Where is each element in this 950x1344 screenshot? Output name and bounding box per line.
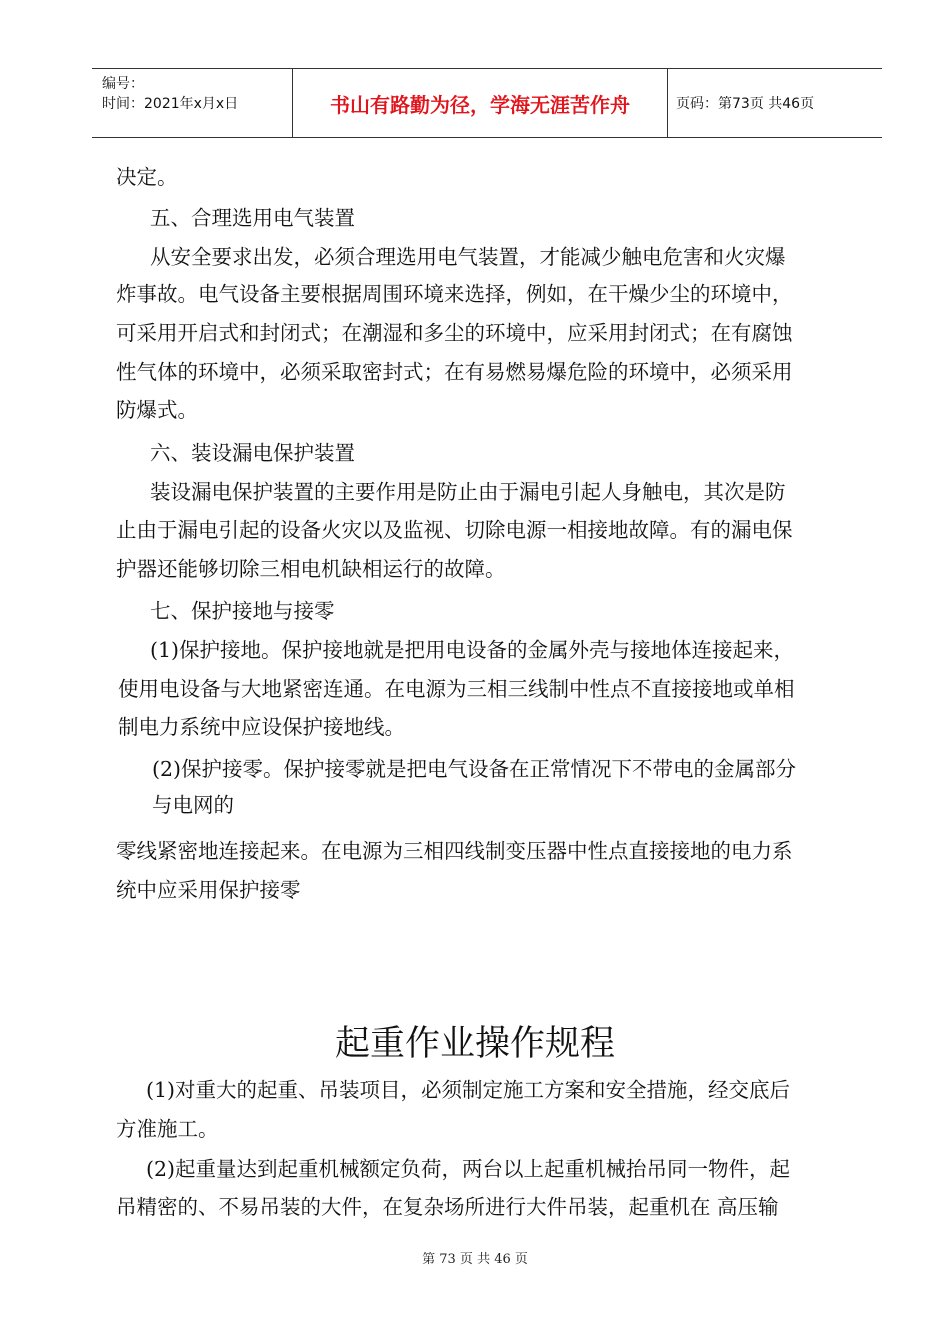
section-heading: 七、保护接地与接零 <box>150 599 335 623</box>
header-meta <box>92 69 292 137</box>
header-motto-cell <box>292 69 668 137</box>
body-line: 方准施工。 <box>116 1117 219 1141</box>
doc-time-label: 时间：2021年x月x日 <box>102 96 239 112</box>
body-line: (1)保护接地。保护接地就是把用电设备的金属外壳与接地体连接起来， <box>150 638 795 662</box>
body-line: 止由于漏电引起的设备火灾以及监视、切除电源一相接地故障。有的漏电保 <box>116 518 793 542</box>
body-line: 使用电设备与大地紧密连通。在电源为三相三线制中性点不直接接地或单相 <box>118 677 795 701</box>
body-line: 炸事故。电气设备主要根据周围环境来选择，例如，在干燥少尘的环境中， <box>116 282 793 306</box>
body-line: (2)保护接零。保护接零就是把电气设备在正常情况下不带电的金属部分 <box>152 757 797 781</box>
body-line: 统中应采用保护接零 <box>116 878 301 902</box>
body-line: 吊精密的、不易吊装的大件，在复杂场所进行大件吊装，起重机在 高压输 <box>116 1195 779 1219</box>
body-line: 零线紧密地连接起来。在电源为三相四线制变压器中性点直接接地的电力系 <box>116 839 793 863</box>
section-title: 起重作业操作规程 <box>334 1024 615 1064</box>
body-line: 决定。 <box>116 165 178 189</box>
section-heading: 六、装设漏电保护装置 <box>150 441 355 465</box>
page-footer: 第 73 页 共 46 页 <box>422 1252 528 1267</box>
body-line: 从安全要求出发，必须合理选用电气装置，才能减少触电危害和火灾爆 <box>150 245 786 269</box>
header-motto: 书山有路勤为径，学海无涯苦作舟 <box>330 92 630 117</box>
body-line: (1)对重大的起重、吊装项目，必须制定施工方案和安全措施，经交底后 <box>146 1078 791 1102</box>
body-line: 性气体的环境中，必须采取密封式；在有易燃易爆危险的环境中，必须采用 <box>116 360 793 384</box>
body-line: 装设漏电保护装置的主要作用是防止由于漏电引起人身触电，其次是防 <box>150 480 786 504</box>
header-page-label: 页码：第73页 共46页 <box>676 96 815 112</box>
body-line: 与电网的 <box>152 793 234 817</box>
body-line: 防爆式。 <box>116 398 198 422</box>
body-line: (2)起重量达到起重机械额定负荷，两台以上起重机械抬吊同一物件，起 <box>146 1157 791 1181</box>
body-line: 制电力系统中应设保护接地线。 <box>118 715 405 739</box>
section-heading: 五、合理选用电气装置 <box>150 206 355 230</box>
body-line: 护器还能够切除三相电机缺相运行的故障。 <box>116 557 506 581</box>
page-header <box>92 68 882 138</box>
body-line: 可采用开启式和封闭式；在潮湿和多尘的环境中，应采用封闭式；在有腐蚀 <box>116 321 793 345</box>
doc-number-label: 编号： <box>102 76 144 92</box>
header-page-cell <box>666 69 882 137</box>
